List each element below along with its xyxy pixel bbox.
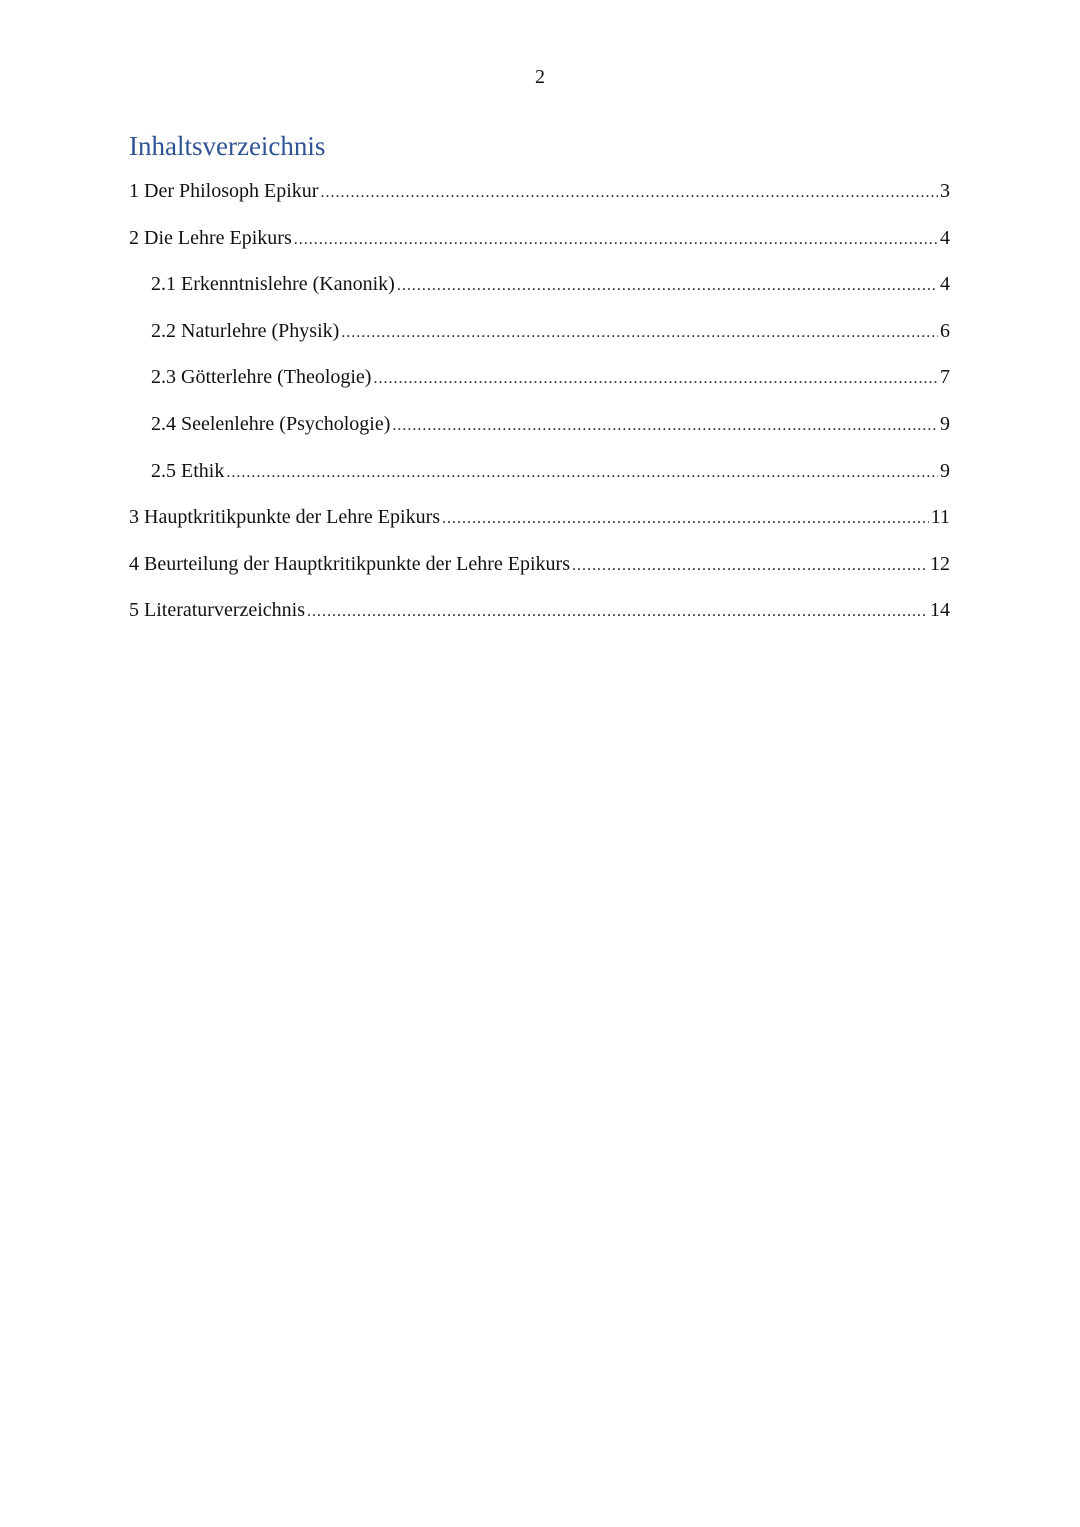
toc-entry-naturlehre[interactable] — [129, 318, 950, 365]
toc-dot-leader — [226, 460, 938, 486]
toc-entry-hauptkritikpunkte[interactable] — [129, 504, 950, 551]
toc-dot-leader — [442, 506, 929, 532]
toc-entry-beurteilung[interactable] — [129, 551, 950, 598]
toc-entry-ethik[interactable] — [129, 458, 950, 505]
toc-entry-title: 2.1 Erkenntnislehre (Kanonik) — [151, 273, 395, 296]
toc-dot-leader — [397, 273, 938, 299]
toc-entry-title: 5 Literaturverzeichnis — [129, 599, 306, 622]
toc-entry-literaturverzeichnis[interactable] — [129, 597, 950, 644]
toc-dot-leader — [392, 413, 938, 439]
toc-entry-goetterlehre[interactable] — [129, 364, 950, 411]
page-number: 2 — [535, 66, 545, 88]
table-of-contents — [129, 178, 950, 644]
toc-dot-leader — [320, 180, 938, 206]
toc-entry-title: 4 Beurteilung der Hauptkritikpunkte der Lehre Epikurs — [129, 552, 570, 575]
toc-entry-title: 2.5 Ethik — [151, 459, 225, 482]
toc-entry-title: 2.3 Götterlehre (Theologie) — [151, 366, 372, 389]
toc-dot-leader — [572, 553, 928, 579]
toc-entry-page: 9 — [940, 459, 950, 482]
toc-entry-page: 14 — [930, 599, 950, 622]
toc-dot-leader — [294, 227, 938, 253]
toc-entry-title: 3 Hauptkritikpunkte der Lehre Epikurs — [129, 506, 441, 529]
toc-entry-page: 12 — [930, 552, 950, 575]
toc-entry-title: 1 Der Philosoph Epikur — [129, 180, 319, 202]
toc-dot-leader — [307, 599, 928, 625]
toc-entry-der-philosoph-epikur[interactable] — [129, 178, 950, 225]
toc-heading: Inhaltsverzeichnis — [129, 131, 326, 161]
toc-entry-page: 11 — [930, 506, 950, 529]
toc-dot-leader — [341, 320, 938, 346]
toc-entry-erkenntnislehre[interactable] — [129, 271, 950, 318]
toc-entry-page: 7 — [940, 366, 950, 389]
toc-entry-title: 2.2 Naturlehre (Physik) — [151, 319, 340, 342]
toc-entry-page: 6 — [940, 319, 950, 342]
toc-entry-page: 3 — [940, 180, 950, 202]
toc-entry-page: 4 — [940, 273, 950, 296]
toc-entry-seelenlehre[interactable] — [129, 411, 950, 458]
toc-entry-title: 2 Die Lehre Epikurs — [129, 226, 292, 249]
toc-entry-page: 9 — [940, 412, 950, 435]
toc-dot-leader — [373, 366, 938, 392]
toc-entry-title: 2.4 Seelenlehre (Psychologie) — [151, 412, 391, 435]
toc-entry-page: 4 — [940, 226, 950, 249]
toc-entry-die-lehre-epikurs[interactable] — [129, 225, 950, 272]
